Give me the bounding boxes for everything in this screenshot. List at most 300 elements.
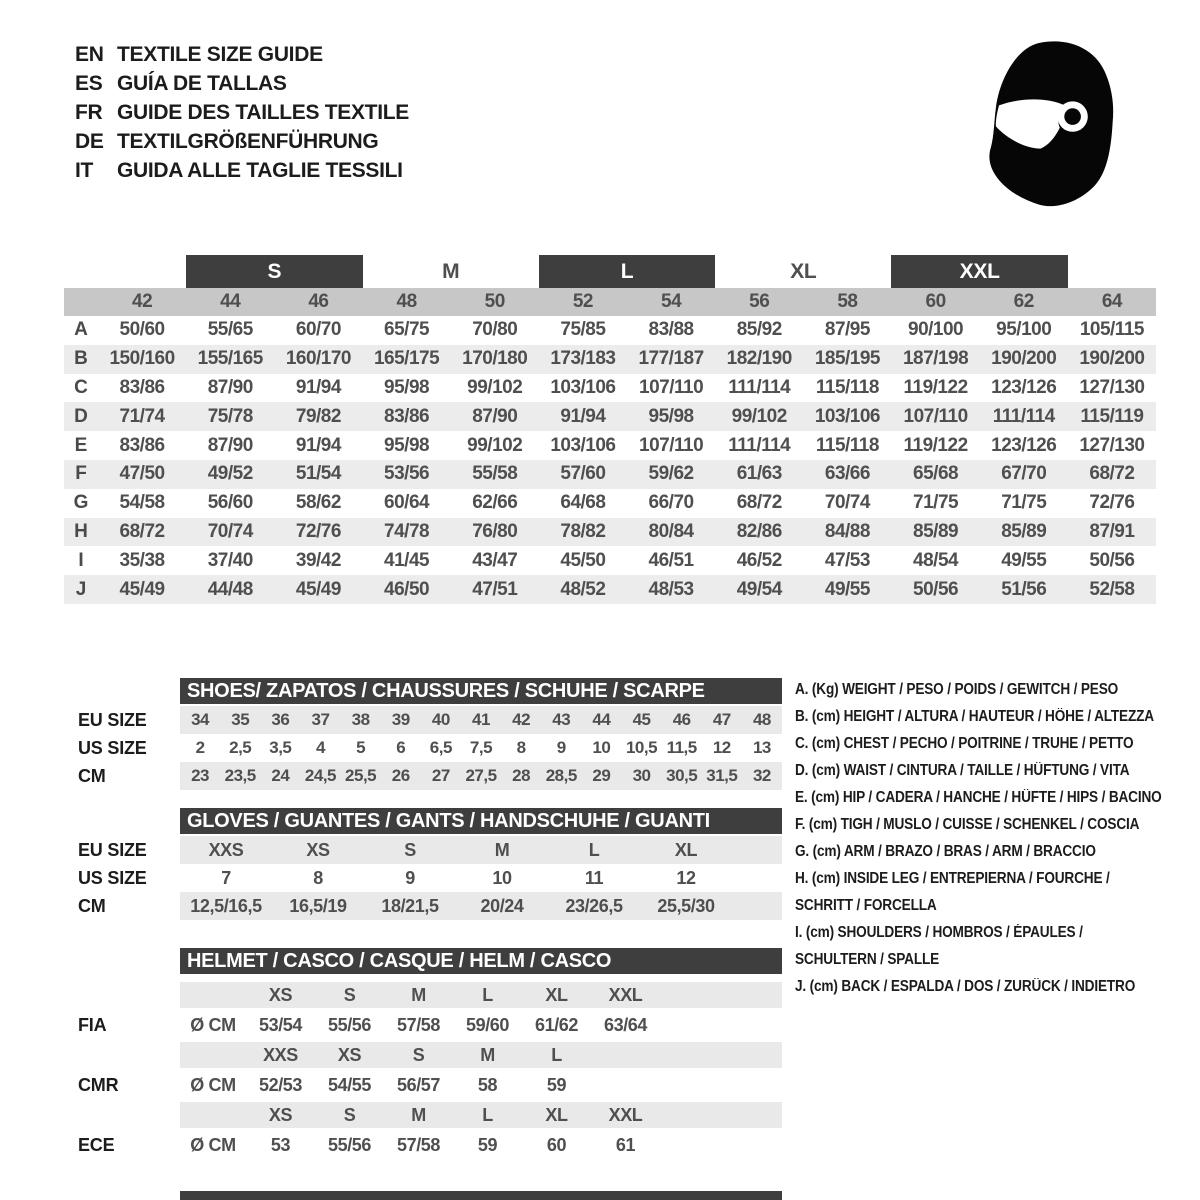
spacer	[68, 678, 180, 704]
legend-line: G. (cm) ARM / BRAZO / BRAS / ARM / BRACCIO	[795, 843, 1096, 860]
diameter-unit-label: Ø CM	[190, 1134, 236, 1155]
measurement-value: 95/98	[384, 376, 430, 398]
shoes-section-head	[68, 678, 782, 704]
row-letter: G	[73, 492, 89, 514]
measurement-value: 71/74	[119, 405, 165, 427]
shoe-size-value: 13	[752, 738, 771, 757]
helmet-size-label: M	[411, 984, 426, 1005]
size-group-header-row	[64, 255, 1156, 288]
measurement-value: 47/53	[824, 549, 870, 571]
measurement-value: 165/175	[373, 348, 440, 370]
measurement-value: 46/52	[736, 549, 782, 571]
shoe-size-values	[180, 762, 782, 790]
helmet-standard-row-ece	[68, 1128, 782, 1162]
size-number: 48	[396, 291, 417, 312]
language-code: FR	[75, 100, 103, 124]
truncated-section-bar	[180, 1191, 782, 1200]
shoe-size-value: 41	[472, 710, 490, 729]
measurement-value: 60/64	[384, 492, 430, 514]
measurement-value: 95/98	[648, 405, 694, 427]
helmet-section-header: HELMET / CASCO / CASQUE / HELM / CASCO	[180, 948, 782, 974]
shoe-size-value: 38	[351, 710, 370, 729]
shoes-section-header: SHOES/ ZAPATOS / CHAUSSURES / SCHUHE / SCARPE	[180, 678, 782, 704]
measurement-value: 111/114	[728, 376, 791, 398]
language-code: DE	[75, 129, 104, 153]
measurement-value: 177/187	[638, 348, 704, 370]
diameter-unit-label: Ø CM	[190, 1014, 236, 1035]
measurement-value: 79/82	[295, 405, 341, 427]
legend-line: C. (cm) CHEST / PECHO / POITRINE / TRUHE / PETTO	[795, 735, 1134, 752]
row-letter: E	[74, 434, 88, 456]
measurement-value: 80/84	[648, 520, 694, 542]
measurement-value: 55/65	[207, 319, 253, 341]
measurement-value: 71/75	[1001, 492, 1047, 514]
glove-size-row	[68, 864, 782, 892]
glove-size-row-label: CM	[78, 895, 106, 916]
measurement-value: 107/110	[639, 376, 704, 398]
measurement-value: 66/70	[648, 492, 694, 514]
shoe-size-value: 40	[431, 710, 450, 729]
shoe-size-value: 34	[191, 710, 210, 729]
shoe-size-value: 42	[512, 710, 531, 729]
measurement-value: 87/90	[207, 434, 253, 456]
language-code: ES	[75, 71, 103, 95]
measurement-value: 190/200	[1079, 348, 1145, 370]
measurement-legend	[795, 676, 1175, 1000]
helmet-size-value: 55/56	[327, 1014, 372, 1035]
glove-size-value: 11	[584, 867, 604, 888]
helmet-size-value: 63/64	[603, 1014, 648, 1035]
helmet-standard-label: CMR	[78, 1074, 119, 1095]
table-row-b	[64, 345, 1156, 374]
measurement-value: 190/200	[991, 348, 1057, 370]
glove-size-value: 10	[492, 867, 512, 888]
helmet-size-section	[68, 948, 782, 1162]
shoe-size-value: 45	[632, 710, 651, 729]
measurement-value: 99/102	[467, 376, 523, 398]
racing-helmet-icon	[975, 36, 1135, 210]
measurement-value: 45/49	[295, 578, 341, 600]
shoe-size-value: 27	[431, 766, 450, 785]
measurement-value: 99/102	[731, 405, 787, 427]
helmet-size-value: 61	[615, 1134, 636, 1155]
measurement-value: 68/72	[119, 520, 165, 542]
size-number: 52	[572, 291, 593, 312]
shoe-size-value: 26	[391, 766, 410, 785]
size-number: 46	[308, 291, 329, 312]
measurement-value: 185/195	[814, 348, 880, 370]
helmet-rows	[68, 982, 782, 1162]
glove-size-row	[68, 836, 782, 864]
shoe-size-value: 11,5	[666, 738, 697, 757]
shoe-size-value: 5	[356, 738, 366, 757]
shoe-size-value: 28,5	[545, 766, 577, 785]
helmet-size-value: 53	[270, 1134, 291, 1155]
glove-size-value: 16,5/19	[289, 895, 347, 916]
measurement-value: 85/89	[913, 520, 959, 542]
table-row-e	[64, 431, 1156, 460]
helmet-size-value: 59	[477, 1134, 498, 1155]
measurement-value: 47/51	[472, 578, 518, 600]
measurement-value: 59/62	[648, 463, 694, 485]
helmet-size-label: L	[482, 1104, 493, 1125]
glove-size-values	[180, 892, 782, 920]
helmet-size-label: L	[482, 984, 493, 1005]
helmet-size-value: 60	[546, 1134, 567, 1155]
measurement-value: 83/86	[384, 405, 430, 427]
measurement-value: 46/50	[384, 578, 430, 600]
shoe-size-value: 43	[552, 710, 571, 729]
legend-line: H. (cm) INSIDE LEG / ENTREPIERNA / FOURCHE /	[795, 870, 1110, 887]
measurement-value: 70/80	[472, 319, 518, 341]
shoe-size-row-label: CM	[78, 765, 106, 786]
helmet-standard-label: FIA	[78, 1014, 107, 1035]
helmet-size-value: 61/62	[534, 1014, 579, 1035]
measurement-value: 87/91	[1089, 520, 1135, 542]
shoe-size-value: 30	[632, 766, 651, 785]
gloves-section-header: GLOVES / GUANTES / GANTS / HANDSCHUHE / GUANTI	[180, 808, 782, 834]
measurement-value: 51/56	[1001, 578, 1047, 600]
helmet-size-label: XXL	[608, 1104, 643, 1125]
size-group-s: S	[186, 255, 362, 288]
measurement-value: 68/72	[1089, 463, 1135, 485]
helmet-size-value: 56/57	[396, 1074, 441, 1095]
shoe-size-row-label: US SIZE	[78, 737, 147, 758]
measurement-value: 105/115	[1079, 319, 1144, 341]
legend-line: J. (cm) BACK / ESPALDA / DOS / ZURÜCK / INDIETRO	[795, 978, 1136, 995]
measurement-value: 83/88	[648, 319, 694, 341]
size-number: 56	[749, 291, 770, 312]
helmet-size-value: 57/58	[396, 1014, 441, 1035]
shoe-size-value: 46	[672, 710, 691, 729]
shoe-size-values	[180, 734, 782, 762]
shoe-size-value: 35	[231, 710, 250, 729]
measurement-value: 103/106	[814, 405, 880, 427]
glove-size-value: 23/26,5	[565, 895, 623, 916]
measurement-value: 91/94	[560, 405, 606, 427]
measurement-value: 83/86	[119, 434, 165, 456]
measurement-value: 63/66	[824, 463, 870, 485]
helmet-size-value: 52/53	[258, 1074, 303, 1095]
measurement-value: 187/198	[902, 348, 969, 370]
measurement-value: 85/89	[1001, 520, 1047, 542]
measurement-value: 85/92	[736, 319, 782, 341]
measurement-value: 39/42	[295, 549, 341, 571]
measurement-value: 115/119	[1080, 405, 1144, 427]
measurement-value: 62/66	[472, 492, 518, 514]
measurement-value: 52/58	[1089, 578, 1135, 600]
measurement-value: 173/183	[550, 348, 616, 370]
measurement-value: 70/74	[207, 520, 253, 542]
glove-size-values	[180, 836, 782, 864]
shoe-size-row	[68, 734, 782, 762]
measurement-value: 119/122	[903, 434, 968, 456]
size-group-l: L	[539, 255, 715, 288]
measurement-value: 49/55	[824, 578, 870, 600]
helmet-size-label: XS	[337, 1044, 362, 1065]
legend-line: F. (cm) TIGH / MUSLO / CUISSE / SCHENKEL / COSCIA	[795, 816, 1140, 833]
shoe-size-value: 6	[396, 738, 406, 757]
shoe-size-value: 24	[271, 766, 290, 785]
shoe-size-value: 39	[391, 710, 410, 729]
shoe-size-value: 47	[712, 710, 731, 729]
shoe-size-value: 2,5	[229, 738, 252, 757]
guide-title-row	[75, 69, 409, 98]
measurement-value: 72/76	[295, 520, 341, 542]
size-number: 60	[925, 291, 946, 312]
guide-title-row	[75, 156, 409, 185]
shoe-size-value: 10	[592, 738, 611, 757]
shoe-size-row	[68, 706, 782, 734]
measurement-value: 74/78	[384, 520, 430, 542]
measurement-value: 107/110	[903, 405, 968, 427]
glove-size-value: 20/24	[480, 895, 524, 916]
glove-size-value: XL	[674, 839, 698, 860]
gloves-rows	[68, 836, 782, 920]
helmet-size-label: S	[412, 1044, 425, 1065]
measurement-value: 65/75	[384, 319, 430, 341]
measurement-value: 51/54	[295, 463, 341, 485]
glove-size-value: 8	[313, 867, 323, 888]
measurement-value: 49/52	[207, 463, 253, 485]
guide-title-row	[75, 40, 409, 69]
table-row-j	[64, 575, 1156, 604]
shoe-size-value: 29	[592, 766, 611, 785]
measurement-value: 41/45	[384, 549, 430, 571]
glove-size-value: 7	[221, 867, 231, 888]
language-code: IT	[75, 158, 94, 182]
measurement-value: 90/100	[908, 319, 964, 341]
shoe-size-value: 10,5	[625, 738, 658, 757]
row-letter: I	[78, 549, 84, 571]
measurement-value: 107/110	[639, 434, 704, 456]
row-letter: B	[74, 348, 88, 370]
measurement-value: 45/50	[560, 549, 606, 571]
measurement-value: 155/165	[197, 348, 263, 370]
glove-size-value: L	[588, 839, 600, 860]
row-letter: J	[75, 578, 87, 600]
legend-line: A. (Kg) WEIGHT / PESO / POIDS / GEWITCH / PESO	[795, 681, 1119, 698]
measurement-value: 76/80	[472, 520, 518, 542]
measurement-value: 50/60	[119, 319, 165, 341]
measurement-value: 103/106	[550, 376, 616, 398]
measurement-value: 111/114	[728, 434, 791, 456]
helmet-standard-row-fia	[68, 1008, 782, 1042]
glove-size-value: 25,5/30	[657, 895, 715, 916]
measurement-value: 95/98	[384, 434, 430, 456]
measurement-value: 44/48	[207, 578, 253, 600]
legend-line: D. (cm) WAIST / CINTURA / TAILLE / HÜFTUNG / VITA	[795, 762, 1130, 779]
measurement-value: 115/118	[815, 434, 879, 456]
gloves-size-section	[68, 808, 782, 920]
measurement-value: 43/47	[472, 549, 518, 571]
legend-line: SCHULTERN / SPALLE	[795, 951, 940, 968]
table-row-a	[64, 316, 1156, 345]
measurement-value: 50/56	[913, 578, 959, 600]
helmet-size-value: 54/55	[327, 1074, 372, 1095]
glove-size-row	[68, 892, 782, 920]
guide-title: GUÍA DE TALLAS	[117, 71, 287, 95]
measurement-value: 49/55	[1001, 549, 1047, 571]
measurement-value: 35/38	[119, 549, 165, 571]
guide-title: GUIDE DES TAILLES TEXTILE	[117, 100, 409, 124]
shoes-rows	[68, 706, 782, 790]
legend-line: I. (cm) SHOULDERS / HOMBROS / ÉPAULES /	[795, 924, 1083, 941]
measurement-value: 46/51	[648, 549, 694, 571]
helmet-size-value: 59/60	[465, 1014, 510, 1035]
shoe-size-value: 23	[191, 766, 210, 785]
measurement-value: 58/62	[295, 492, 341, 514]
measurement-value: 75/78	[207, 405, 253, 427]
helmet-size-label: XL	[545, 1104, 568, 1125]
legend-line: SCHRITT / FORCELLA	[795, 897, 937, 914]
helmet-values	[180, 1008, 782, 1042]
measurement-value: 84/88	[824, 520, 870, 542]
racing-helmet-glyph	[975, 36, 1135, 210]
measurement-value: 91/94	[295, 376, 341, 398]
measurement-value: 61/63	[736, 463, 782, 485]
shoe-size-value: 32	[752, 766, 771, 785]
size-number: 58	[837, 291, 858, 312]
measurement-value: 127/130	[1079, 434, 1145, 456]
helmet-standard-label: ECE	[78, 1134, 115, 1155]
shoe-size-value: 28	[512, 766, 531, 785]
shoe-size-row	[68, 762, 782, 790]
table-row-c	[64, 374, 1156, 403]
glove-size-value: S	[404, 839, 416, 860]
spacer	[68, 982, 180, 1008]
helmet-standard-row-cmr	[68, 1068, 782, 1102]
table-row-d	[64, 402, 1156, 431]
size-group-xxl: XXL	[891, 255, 1067, 288]
helmet-size-value: 58	[477, 1074, 498, 1095]
glove-size-value: 18/21,5	[381, 895, 439, 916]
helmet-size-label: XL	[545, 984, 568, 1005]
measurement-value: 53/56	[384, 463, 430, 485]
shoe-size-value: 2	[195, 738, 205, 757]
title-block	[75, 40, 409, 185]
measurement-value: 48/52	[560, 578, 606, 600]
legend-line: E. (cm) HIP / CADERA / HANCHE / HÜFTE / HIPS / BACINO	[795, 789, 1162, 806]
measurement-value: 99/102	[467, 434, 523, 456]
measurement-value: 150/160	[109, 348, 175, 370]
shoe-size-value: 3,5	[269, 738, 292, 757]
guide-title-row	[75, 127, 409, 156]
shoe-size-value: 7,5	[469, 738, 493, 757]
guide-title: GUIDA ALLE TAGLIE TESSILI	[117, 158, 403, 182]
row-letter: A	[74, 319, 88, 341]
measurement-value: 87/90	[472, 405, 518, 427]
helmet-section-head	[68, 948, 782, 974]
measurement-value: 123/126	[991, 434, 1057, 456]
shoe-size-value: 31,5	[706, 766, 738, 785]
helmet-sizes	[180, 1102, 782, 1128]
helmet-size-label: XS	[268, 1104, 293, 1125]
measurement-value: 57/60	[560, 463, 606, 485]
shoe-size-value: 24,5	[304, 766, 336, 785]
size-group-xl: XL	[790, 259, 817, 283]
helmet-sizes	[180, 982, 782, 1008]
shoe-size-value: 44	[592, 710, 611, 729]
measurement-value: 82/86	[736, 520, 782, 542]
size-group-m: M	[442, 259, 460, 283]
shoe-size-value: 4	[315, 738, 325, 757]
helmet-size-label: XXS	[263, 1044, 298, 1065]
helmet-size-label: M	[411, 1104, 426, 1125]
helmet-size-value: 57/58	[396, 1134, 441, 1155]
size-number: 44	[220, 291, 241, 312]
shoe-size-value: 9	[556, 738, 566, 757]
helmet-size-value: 55/56	[327, 1134, 372, 1155]
glove-size-row-label: EU SIZE	[78, 839, 147, 860]
measurement-value: 71/75	[913, 492, 959, 514]
glove-size-value: 12	[676, 867, 696, 888]
glove-size-value: XXS	[208, 839, 244, 860]
measurement-value: 87/90	[207, 376, 253, 398]
measurement-value: 49/54	[736, 578, 782, 600]
measurement-value: 54/58	[119, 492, 165, 514]
measurement-value: 50/56	[1089, 549, 1135, 571]
gloves-section-head	[68, 808, 782, 834]
helmet-size-value: 59	[546, 1074, 567, 1095]
table-row-g	[64, 489, 1156, 518]
legend-line: B. (cm) HEIGHT / ALTURA / HAUTEUR / HÖHE / ALTEZZA	[795, 708, 1154, 725]
shoe-size-value: 6,5	[429, 738, 452, 757]
shoe-size-value: 48	[752, 710, 771, 729]
spacer	[68, 1042, 180, 1068]
measurement-value: 78/82	[560, 520, 606, 542]
spacer	[68, 1102, 180, 1128]
shoe-size-value: 36	[271, 710, 290, 729]
spacer	[180, 1102, 246, 1128]
measurement-value: 123/126	[991, 376, 1057, 398]
measurement-value: 160/170	[285, 348, 351, 370]
size-number: 50	[484, 291, 505, 312]
size-number-row	[64, 288, 1156, 316]
helmet-size-band-cmr	[68, 1042, 782, 1068]
shoes-size-section	[68, 678, 782, 790]
corner-cell	[64, 288, 98, 316]
measurement-value: 45/49	[119, 578, 165, 600]
measurement-value: 64/68	[560, 492, 606, 514]
glove-size-value: 12,5/16,5	[190, 895, 262, 916]
measurement-value: 55/58	[472, 463, 518, 485]
measurement-value: 75/85	[560, 319, 606, 341]
size-number: 42	[132, 291, 153, 312]
measurement-value: 67/70	[1001, 463, 1047, 485]
helmet-sizes	[180, 1042, 782, 1068]
measurement-value: 103/106	[550, 434, 616, 456]
measurement-value: 83/86	[119, 376, 165, 398]
shoe-size-value: 25,5	[345, 766, 377, 785]
measurement-value: 95/100	[996, 319, 1052, 341]
glove-size-values	[180, 864, 782, 892]
measurement-value: 115/118	[815, 376, 879, 398]
guide-title: TEXTILE SIZE GUIDE	[117, 42, 323, 66]
helmet-size-band-ece	[68, 1102, 782, 1128]
measurement-value: 91/94	[295, 434, 341, 456]
helmet-size-value: 53/54	[258, 1014, 303, 1035]
table-row-i	[64, 546, 1156, 575]
glove-size-value: 9	[405, 867, 415, 888]
measurement-value: 37/40	[207, 549, 253, 571]
diameter-unit-label: Ø CM	[190, 1074, 236, 1095]
shoe-size-value: 37	[311, 710, 330, 729]
language-code: EN	[75, 42, 104, 66]
glove-size-value: XS	[306, 839, 330, 860]
measurement-value: 87/95	[824, 319, 870, 341]
helmet-values	[180, 1068, 782, 1102]
